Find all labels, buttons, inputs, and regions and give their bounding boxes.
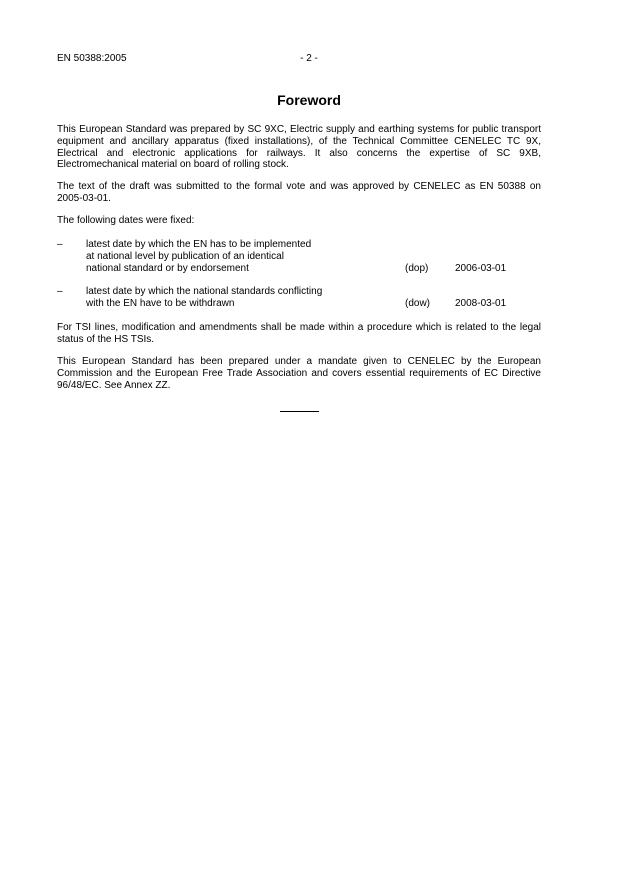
paragraph-line: Electromechanical material on board of rolling stock.: [57, 159, 289, 171]
paragraph-line: Electrical and electronic applications for railways. It also concerns the expertise of SC 9XB,: [57, 147, 541, 159]
list-bullet: –: [57, 286, 63, 297]
page-number: - 2 -: [300, 53, 318, 64]
date-value-dow: 2008-03-01: [455, 298, 507, 309]
page-title: Foreword: [277, 92, 341, 108]
date-value-dop: 2006-03-01: [455, 263, 507, 274]
paragraph-vote: [57, 181, 541, 205]
paragraph-line: This European Standard was prepared by SC 9XC, Electric supply and earthing systems for public transport: [57, 124, 541, 135]
paragraph-line: This European Standard has been prepared under a mandate given to CENELEC by the European: [57, 356, 541, 367]
paragraph-line: equipment and ancillary apparatus (fixed installations), of the Technical Committee CENELEC TC 9X,: [57, 135, 541, 147]
paragraph-preparation: [57, 124, 541, 171]
date-item-dow: [86, 286, 322, 310]
paragraph-line: 96/48/EC. See Annex ZZ.: [57, 379, 171, 391]
paragraph-line: The text of the draft was submitted to the formal vote and was approved by CENELEC as EN 50388 on: [57, 181, 541, 192]
paragraph-line: 2005-03-01.: [57, 192, 111, 204]
date-item-dop: [86, 239, 311, 274]
paragraph-mandate: [57, 356, 541, 391]
paragraph-line: For TSI lines, modification and amendments shall be made within a procedure which is related to the legal: [57, 322, 541, 333]
end-divider: [280, 411, 319, 412]
list-bullet: –: [57, 239, 63, 250]
list-item-line: latest date by which the EN has to be implemented: [86, 239, 312, 250]
paragraph-line: Commission and the European Free Trade Association and covers essential requirements of EC Directive: [57, 367, 541, 379]
paragraph-tsi: [57, 322, 541, 346]
paragraph-line: The following dates were fixed:: [57, 215, 195, 226]
list-item-line: at national level by publication of an identical: [86, 250, 284, 262]
paragraph-dates-intro: [57, 215, 541, 227]
list-item-line: national standard or by endorsement: [86, 262, 249, 274]
date-code-dow: (dow): [405, 298, 431, 309]
date-code-dop: (dop): [405, 263, 429, 274]
list-item-line: latest date by which the national standards conflicting: [86, 286, 323, 297]
list-item-line: with the EN have to be withdrawn: [86, 297, 235, 309]
paragraph-line: status of the HS TSIs.: [57, 333, 155, 345]
document-id: EN 50388:2005: [57, 53, 127, 64]
